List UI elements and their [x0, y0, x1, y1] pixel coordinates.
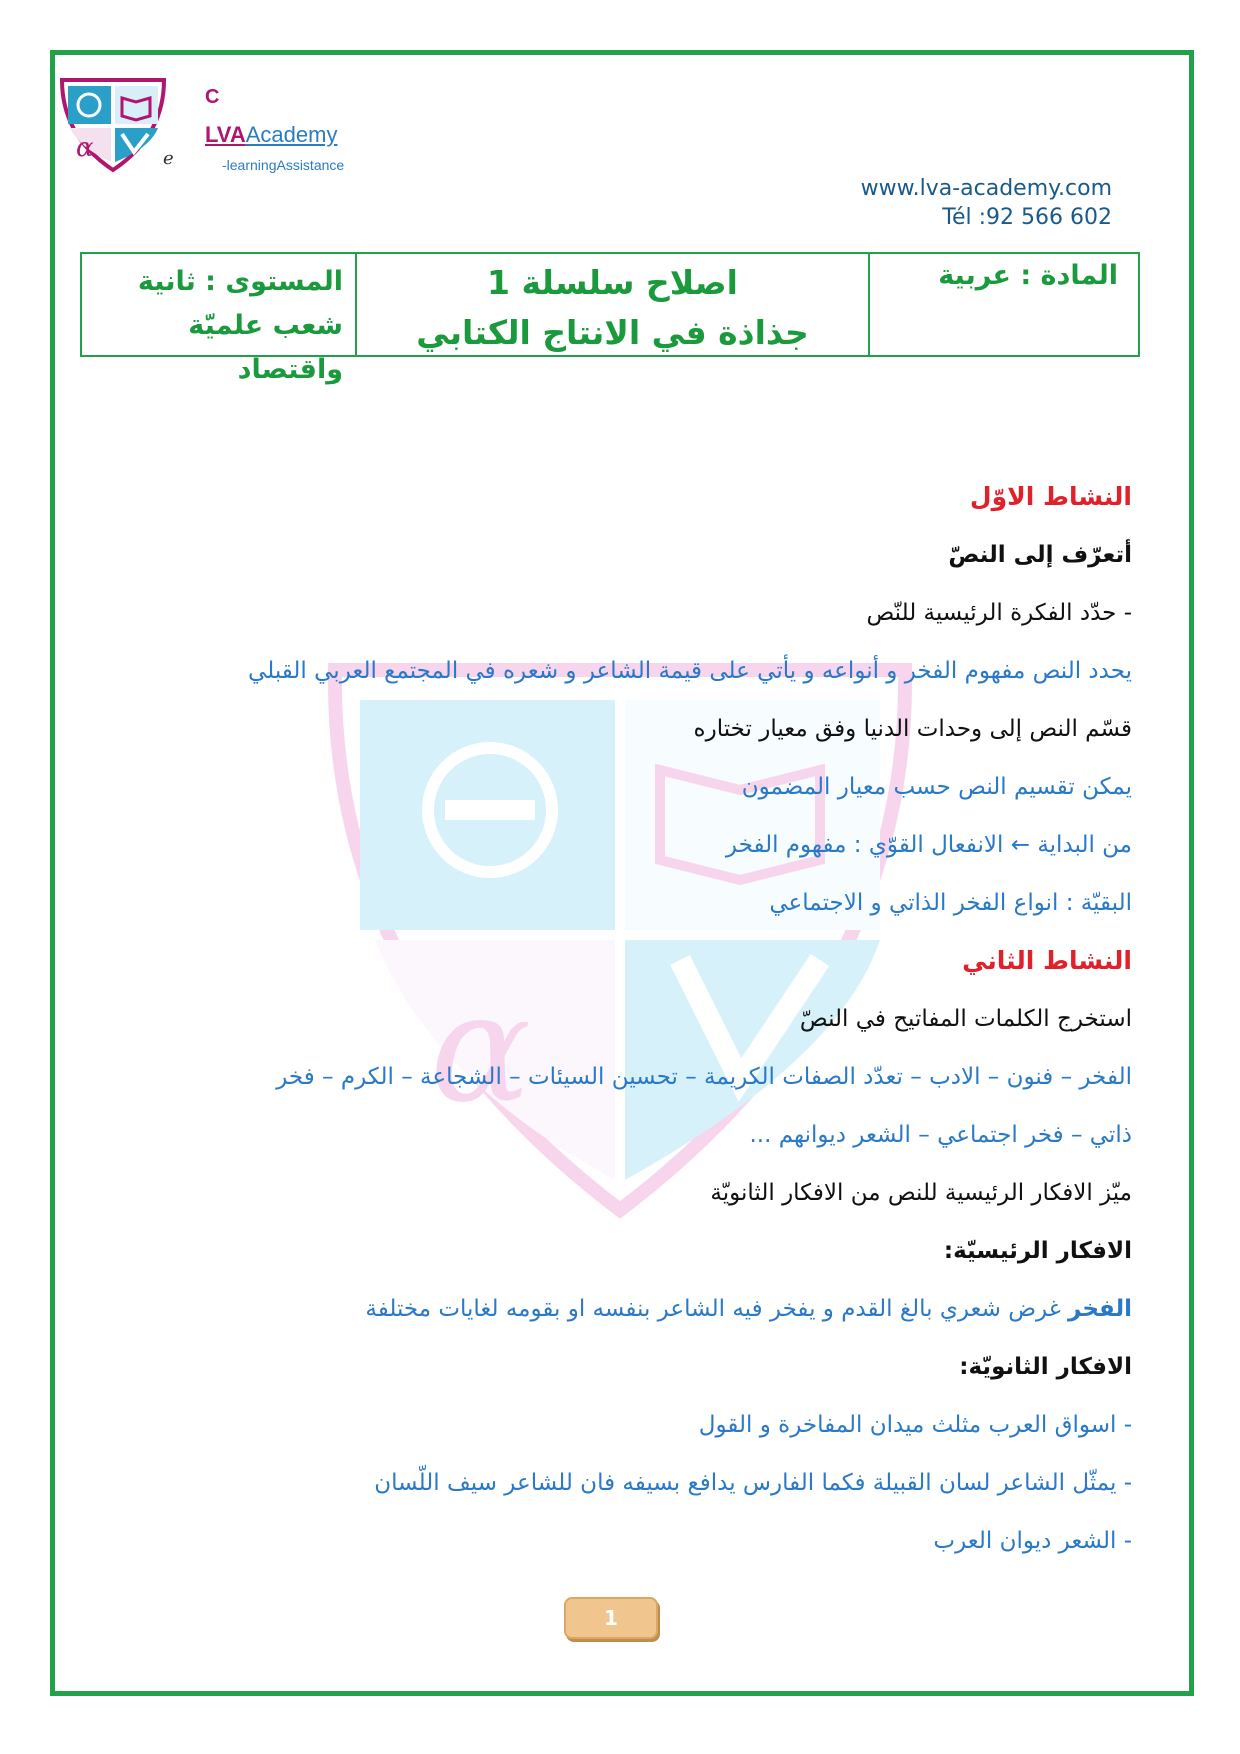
- secondary-idea-2: - يمثّل الشاعر لسان القبيلة فكما الفارس يدافع بسيفه فان للشاعر سيف اللّسان: [374, 1470, 1132, 1496]
- subject-label: المادة : عربية: [938, 260, 1118, 291]
- secondary-ideas-label: الافكار الثانويّة:: [959, 1354, 1132, 1380]
- logo-c-mark: C: [205, 86, 220, 108]
- level-line-2: شعب علميّة واقتصاد: [188, 310, 343, 385]
- keywords-line-1: الفخر – فنون – الادب – تعدّد الصفات الكريمة – تحسين السيئات – الشجاعة – الكرم – فخر: [276, 1064, 1132, 1090]
- brand-tagline: -learningAssistance: [222, 157, 345, 173]
- brand-lva: LVA: [205, 122, 246, 147]
- brand-academy: Academy: [245, 122, 338, 147]
- activity1-answer-3: من البداية ← الانفعال القوّي : مفهوم الفخر: [725, 832, 1132, 858]
- title-cell: [355, 254, 868, 355]
- website-url[interactable]: www.lva-academy.com: [860, 176, 1112, 201]
- main-ideas-label: الافكار الرئيسيّة:: [943, 1238, 1132, 1264]
- activity2-question-1: استخرج الكلمات المفاتيح في النصّ: [799, 1006, 1132, 1032]
- activity1-answer-1: يحدد النص مفهوم الفخر و أنواعه و يأتي على قيمة الشاعر و شعره في المجتمع العربي القبلي: [248, 658, 1132, 684]
- activity1-intro: أتعرّف إلى النصّ: [948, 542, 1132, 568]
- title-line-1: اصلاح سلسلة 1: [487, 263, 738, 302]
- logo-e-mark: e: [163, 148, 174, 169]
- header-table: [80, 252, 1140, 385]
- activity1-answer-4: البقيّة : انواع الفخر الذاتي و الاجتماعي: [769, 890, 1132, 916]
- level-cell: [82, 254, 355, 385]
- activity2-heading: النشاط الثاني: [962, 946, 1132, 975]
- activity1-answer-2: يمكن تقسيم النص حسب معيار المضمون: [741, 774, 1132, 800]
- secondary-idea-3: - الشعر ديوان العرب: [933, 1528, 1132, 1554]
- main-idea-term: الفخر: [1068, 1296, 1132, 1322]
- level-line-1: المستوى : ثانية: [137, 266, 343, 297]
- svg-text:α: α: [76, 133, 94, 163]
- phone-number: Tél :92 566 602: [942, 205, 1112, 230]
- document-body: [132, 468, 1132, 1570]
- subject-cell: [868, 254, 1138, 355]
- title-line-2: جذاذة في الانتاج الكتابي: [416, 313, 809, 352]
- activity1-heading: النشاط الاوّل: [969, 482, 1132, 511]
- activity1-question-1: - حدّد الفكرة الرئيسية للنّص: [866, 600, 1132, 626]
- activity1-question-2: قسّم النص إلى وحدات الدنيا وفق معيار تختاره: [693, 716, 1132, 742]
- activity2-question-2: ميّز الافكار الرئيسية للنص من الافكار الثانويّة: [710, 1180, 1132, 1206]
- secondary-idea-1: - اسواق العرب مثلث ميدان المفاخرة و القول: [698, 1412, 1132, 1438]
- academy-logo: [58, 76, 168, 174]
- main-idea-text: غرض شعري بالغ القدم و يفخر فيه الشاعر بنفسه او بقومه لغايات مختلفة: [365, 1296, 1069, 1322]
- page-number-badge: 1: [564, 1597, 658, 1639]
- main-idea-line: [132, 1280, 1132, 1338]
- svg-text:α: α: [430, 962, 532, 1136]
- keywords-line-2: ذاتي – فخر اجتماعي – الشعر ديوانهم ...: [749, 1122, 1132, 1148]
- brand-name: [205, 122, 337, 148]
